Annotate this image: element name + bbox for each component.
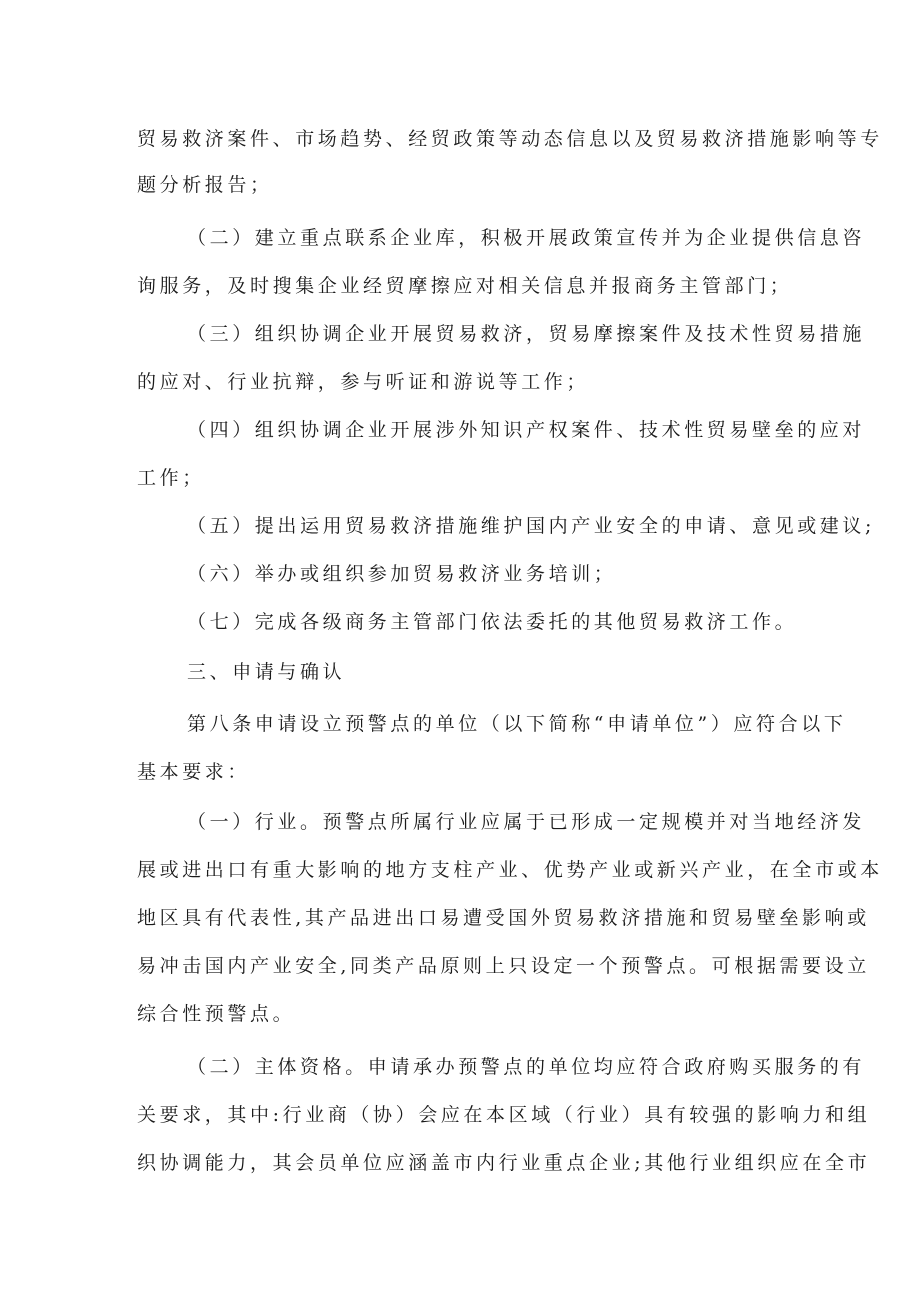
text-line: 关要求，其中:行业商（协）会应在本区域（行业）具有较强的影响力和组 [137,1104,871,1126]
text-line: 的应对、行业抗辩，参与听证和游说等工作； [137,371,590,393]
text-line: 地区具有代表性,其产品进出口易遭受国外贸易救济措施和贸易壁垒影响或 [137,907,870,929]
text-line: 基本要求： [137,761,251,783]
text-line: 询服务，及时搜集企业经贸摩擦应对相关信息并报商务主管部门； [137,275,793,297]
text-line: （四）组织协调企业开展涉外知识产权案件、技术性贸易壁垒的应对 [187,419,866,441]
text-line: 工作； [137,467,205,489]
text-line: 贸易救济案件、市场趋势、经贸政策等动态信息以及贸易救济措施影响等专 [137,128,883,150]
text-line: 易冲击国内产业安全,同类产品原则上只设定一个预警点。可根据需要设立 [137,955,870,977]
text-line: （六）举办或组织参加贸易救济业务培训； [187,563,617,585]
text-line: （二）建立重点联系企业库，积极开展政策宣传并为企业提供信息咨 [187,227,866,249]
text-line: 题分析报告； [137,174,273,196]
text-line: （七）完成各级商务主管部门依法委托的其他贸易救济工作。 [187,611,798,633]
section-heading: 三、申请与确认 [187,661,346,683]
text-line: （二）主体资格。申请承办预警点的单位均应符合政府购买服务的有 [187,1056,866,1078]
text-line: 综合性预警点。 [137,1003,296,1025]
text-line: 织协调能力，其会员单位应涵盖市内行业重点企业;其他行业组织应在全市 [137,1152,871,1174]
text-line: （五）提出运用贸易救济措施维护国内产业安全的申请、意见或建议; [187,515,876,537]
text-line: （一）行业。预警点所属行业应属于已形成一定规模并对当地经济发 [187,811,866,833]
text-line: 展或进出口有重大影响的地方支柱产业、优势产业或新兴产业，在全市或本 [137,859,883,881]
text-line: 第八条申请设立预警点的单位（以下简称“申请单位”）应符合以下 [187,713,847,735]
text-line: （三）组织协调企业开展贸易救济，贸易摩擦案件及技术性贸易措施 [187,323,866,345]
